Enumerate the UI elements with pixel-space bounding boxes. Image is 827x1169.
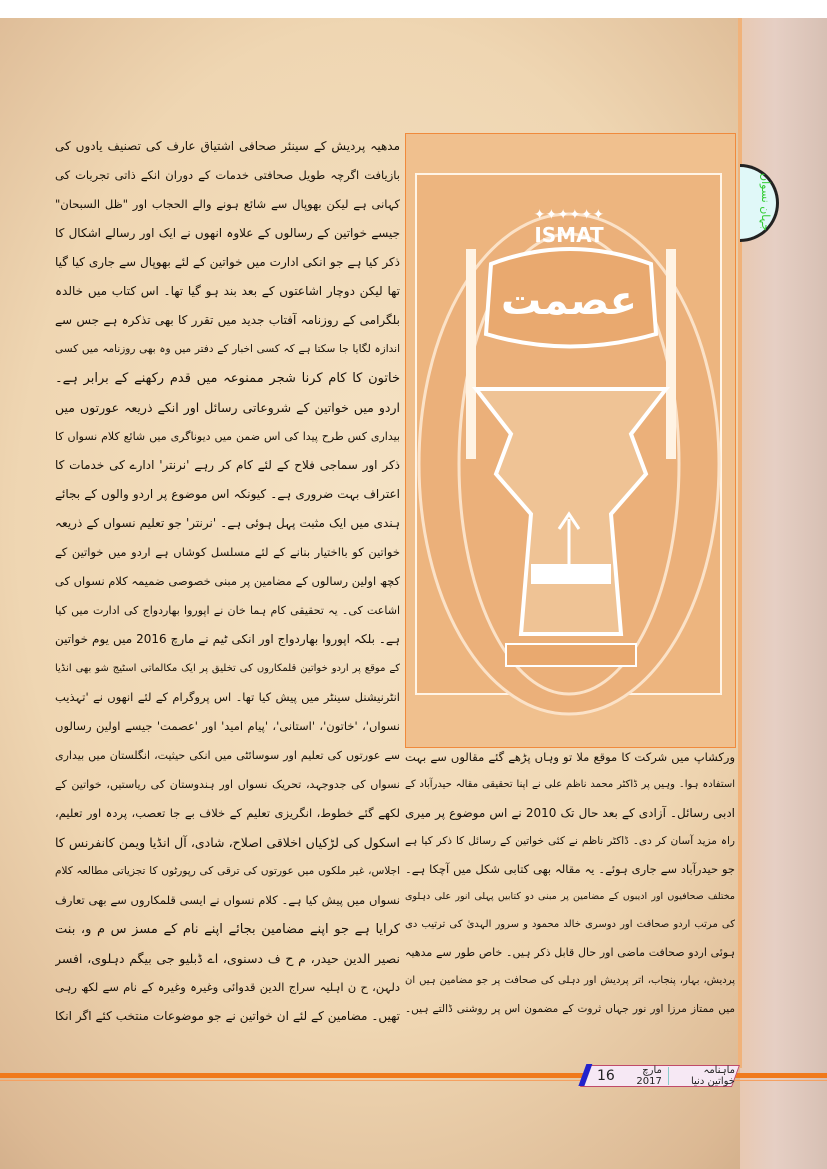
text-line: کہانی ہے لیکن بھوپال سے شائع ہونے والے الحجاب اور "ظل السبحان" bbox=[55, 197, 400, 211]
text-line: بازیافت اگرچہ طویل صحافتی خدمات کے دوران انکے ذاتی تجربات کی bbox=[55, 168, 400, 182]
text-line: نسواں میں پیش کیا ہے۔ کلام نسواں نے ایسی قلمکاروں سے بھی تعارف bbox=[55, 893, 400, 907]
text-line: ادبی رسائل۔ آزادی کے بعد حال تک 2010 نے اس موضوع پر میری bbox=[405, 806, 735, 820]
footer-separator bbox=[668, 1067, 669, 1085]
text-line: راہ مزید آسان کر دی۔ ڈاکٹر ناظم نے کئی خواتین کے رسائل کا ذکر کیا ہے bbox=[405, 835, 735, 847]
text-line: مدھیہ پردیش کے سینئر صحافی اشتیاق عارف کی تصنیف یادوں کی bbox=[55, 139, 400, 153]
text-line: جو حیدرآباد سے جاری ہوئے۔ یہ مقالہ بھی کتابی شکل میں آچکا ہے۔ bbox=[405, 862, 735, 876]
text-line: خاتون کا کام کرنا شجر ممنوعہ میں قدم رکھنے کے برابر ہے۔ bbox=[55, 371, 400, 386]
text-line: ذکر کیا ہے جو انکی ادارت میں خواتین کے لئے بھوپال سے جاری کیا گیا bbox=[55, 255, 400, 269]
text-line: ذکر اور سماجی فلاح کے لئے کام کر رہے 'نرنتر' ادارے کی خدمات کا bbox=[55, 458, 400, 472]
text-line: نسواں'، 'خاتون'، 'استانی'، 'پیام امید' اور 'عصمت' جیسے اولین رسالوں bbox=[55, 719, 400, 733]
text-line: نصیر الدین حیدر، م ح ف دسنوی، اے ڈبلیو جی بیگم دہلوی، افسر bbox=[55, 951, 400, 966]
text-line: لکھے گئے خطوط، انگریزی تعلیم کے خلاف بے جا تعصب، پردہ اور تعلیم، bbox=[55, 806, 400, 820]
text-line: انٹرنیشنل سینٹر میں پیش کیا تھا۔ اس پروگرام کے لئے انھوں نے 'تہذیب bbox=[55, 690, 400, 704]
text-line: اندازہ لگایا جا سکتا ہے کہ کسی اخبار کے دفتر میں وہ بھی روزنامہ میں کسی bbox=[55, 343, 400, 355]
text-line: تھا لیکن دوچار اشاعتوں کے بعد بند ہو گیا تھا۔ اس کتاب میں خالدہ bbox=[55, 284, 400, 298]
text-line: میں ممتاز مرزا اور نور جہاں ثروت کے مضمون اس پر روشنی ڈالتے ہیں۔ bbox=[405, 1003, 735, 1015]
text-line: جیسے خواتین کے رسالوں کے علاوہ انھوں نے ایک اور رسالے اشکال کا bbox=[55, 226, 400, 240]
text-line: مختلف صحافیوں اور ادیبوں کے مضامین پر مبنی دو کتابیں پہلی انور علی دہلوی bbox=[405, 891, 735, 902]
text-line: تھیں۔ مضامین کے لئے ان خواتین نے جو موضوعات منتخب کئے اگر انکا bbox=[55, 1009, 400, 1023]
text-line: کے موقع پر اردو خواتین قلمکاروں کی تخلیق پر ایک مکالماتی اسٹیج شو بھی انڈیا bbox=[55, 663, 400, 674]
text-line: نسواں کی جدوجہد، تحریک نسواں اور ہندوستان کی ریاستیں، خواتین کے bbox=[55, 778, 400, 791]
text-line: ورکشاپ میں شرکت کا موقع ملا تو وہاں پڑھے گئے مقالوں سے بہت bbox=[405, 750, 735, 764]
right-text-column bbox=[405, 743, 735, 1023]
text-line: اعتراف بہت ضروری ہے۔ کیونکہ اس موضوع پر اردو والوں کے بجائے bbox=[55, 487, 400, 501]
page-number: 16 bbox=[597, 1068, 615, 1084]
text-line: اسکول کی لڑکیاں اخلاقی اصلاح، شادی، آل انڈیا ویمن کانفرنس کا bbox=[55, 835, 400, 850]
text-line: ہندی میں ایک مثبت پہل ہوئی ہے۔ 'نرنتر' جو تعلیم نسواں کے ذریعہ bbox=[55, 516, 400, 530]
page-footer-badge bbox=[580, 1065, 740, 1087]
text-line: بیداری کس طرح پیدا کی اس ضمن میں دیوناگری میں شائع کلام نسواں کا bbox=[55, 430, 400, 443]
text-line: کی مرتب اردو صحافت اور دوسری خالد محمود و سرور الہدیٰ کی ترتیب دی bbox=[405, 919, 735, 930]
text-line: کچھ اولین رسالوں کے مضامین پر مبنی خصوصی ضمیمہ کلام نسواں کی bbox=[55, 574, 400, 588]
text-line: بلگرامی کے روزنامہ آفتاب جدید میں تقرر کا بھی تذکرہ ہے جس سے bbox=[55, 313, 400, 327]
text-line: اشاعت کی۔ یہ تحقیقی کام ہما خان نے اپوروا بھاردواج کی ادارت میں کیا bbox=[55, 604, 400, 617]
text-line: خواتین کو بااختیار بنانے کے لئے مسلسل کوشاں ہے اردو میں خواتین کے bbox=[55, 545, 400, 559]
magazine-name: ماہنامہ خواتین دنیا bbox=[690, 1065, 735, 1087]
text-line: ہوئی اردو صحافت ماضی اور حال قابل ذکر ہیں۔ خاص طور سے مدھیہ bbox=[405, 946, 735, 959]
text-line: کرایا ہے جو اپنے مضامین بجائے اپنے نام کے مسز س م و، بنت bbox=[55, 922, 400, 937]
cover-english-title: ISMAT bbox=[534, 223, 604, 247]
ismat-magazine-cover-image bbox=[405, 133, 736, 748]
top-margin bbox=[0, 0, 827, 18]
text-line: ہے۔ بلکہ اپوروا بھاردواج اور انکی ٹیم نے مارچ 2016 میں یوم خواتین bbox=[55, 632, 400, 646]
text-line: سے عورتوں کی تعلیم اور سوسائٹی میں انکی حیثیت، انگلستان میں بیداری bbox=[55, 749, 400, 762]
text-line: اردو میں خواتین کے شروعاتی رسائل اور انکے ذریعہ عورتوں میں bbox=[55, 400, 400, 415]
issue-date: مارچ 2017 bbox=[636, 1065, 662, 1087]
svg-text:✦✦✦✦✦✦: ✦✦✦✦✦✦ bbox=[533, 207, 605, 223]
text-line: اجلاس، غیر ملکوں میں عورتوں کی ترقی کی رپورٹوں کا تجزیاتی مطالعہ کلام bbox=[55, 865, 400, 877]
text-line: استفادہ ہوا۔ وہیں پر ڈاکٹر محمد ناظم علی نے اپنا تحقیقی مقالہ حیدرآباد کے bbox=[405, 779, 735, 790]
section-tab-label: جہان نسواں bbox=[759, 173, 772, 231]
cover-urdu-title: عصمت bbox=[501, 278, 637, 324]
left-text-column bbox=[55, 132, 400, 1031]
text-line: پردیش، بہار، پنجاب، اتر پردیش اور دہلی کی صحافت پر جو مضامین ہیں ان bbox=[405, 975, 735, 986]
text-line: دلہن، ح ن اہلیہ سراج الدین قدوائی وغیرہ وغیرہ کے نام سے لکھ رہی bbox=[55, 980, 400, 994]
